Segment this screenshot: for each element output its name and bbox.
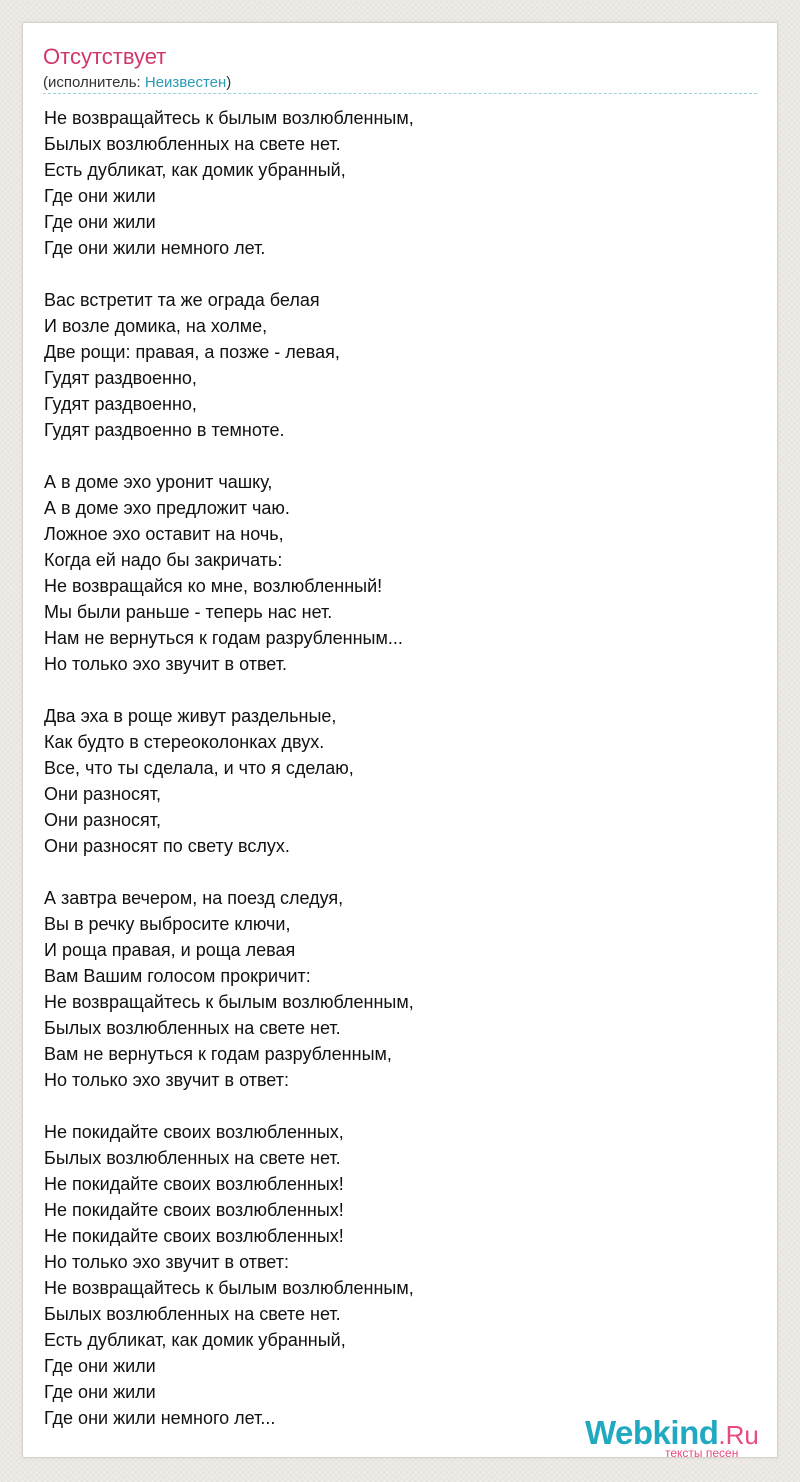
lyric-line: Как будто в стереоколонках двух.	[44, 732, 325, 752]
lyric-line: А в доме эхо предложит чаю.	[44, 498, 290, 518]
lyric-line: Все, что ты сделала, и что я сделаю,	[44, 758, 354, 778]
lyric-line: Есть дубликат, как домик убранный,	[44, 1330, 346, 1350]
lyric-line: Былых возлюбленных на свете нет.	[44, 1304, 341, 1324]
lyric-line: Где они жили	[44, 186, 156, 206]
lyric-line: Гудят раздвоенно,	[44, 368, 197, 388]
lyrics-stanza	[44, 1119, 744, 1431]
lyric-line: А в доме эхо уронит чашку,	[44, 472, 273, 492]
artist-suffix: )	[226, 74, 232, 91]
lyric-line: Гудят раздвоенно в темноте.	[44, 420, 285, 440]
lyric-line: Вам не вернуться к годам разрубленным,	[44, 1044, 392, 1064]
lyric-line: Не покидайте своих возлюбленных!	[44, 1174, 344, 1194]
lyric-line: Былых возлюбленных на свете нет.	[44, 1018, 341, 1038]
lyric-line: Но только эхо звучит в ответ:	[44, 1252, 289, 1272]
logo-tld: .Ru	[718, 1420, 759, 1450]
lyrics-stanza	[44, 703, 744, 859]
lyrics-stanza	[44, 105, 744, 261]
lyric-line: Вас встретит та же ограда белая	[44, 290, 320, 310]
artist-line	[43, 73, 231, 92]
lyric-line: Мы были раньше - теперь нас нет.	[44, 602, 333, 622]
lyric-line: Есть дубликат, как домик убранный,	[44, 160, 346, 180]
lyric-line: Не возвращайся ко мне, возлюбленный!	[44, 576, 383, 596]
lyric-line: А завтра вечером, на поезд следуя,	[44, 888, 344, 908]
lyric-line: Не покидайте своих возлюбленных!	[44, 1226, 344, 1246]
lyric-line: Два эха в роще живут раздельные,	[44, 706, 337, 726]
lyric-line: Нам не вернуться к годам разрубленным...	[44, 628, 403, 648]
lyric-line: Но только эхо звучит в ответ:	[44, 1070, 289, 1090]
lyric-line: Когда ей надо бы закричать:	[44, 550, 283, 570]
lyric-line: Вы в речку выбросите ключи,	[44, 914, 291, 934]
lyric-line: Они разносят по свету вслух.	[44, 836, 290, 856]
lyric-line: Где они жили немного лет.	[44, 238, 266, 258]
site-logo[interactable]	[585, 1415, 777, 1461]
lyric-line: Где они жили	[44, 1382, 156, 1402]
song-title: Отсутствует	[43, 44, 167, 69]
lyric-line: Но только эхо звучит в ответ.	[44, 654, 287, 674]
lyrics-stanza	[44, 885, 744, 1093]
lyrics-stanza	[44, 287, 744, 443]
lyric-line: Былых возлюбленных на свете нет.	[44, 134, 341, 154]
artist-link[interactable]: Неизвестен	[144, 74, 227, 91]
lyric-line: Не возвращайтесь к былым возлюбленным,	[44, 1278, 414, 1298]
lyrics-stanza	[44, 469, 744, 677]
logo-name: Webkind	[585, 1414, 719, 1451]
lyric-line: Былых возлюбленных на свете нет.	[44, 1148, 341, 1168]
lyric-line: Не возвращайтесь к былым возлюбленным,	[44, 108, 414, 128]
artist-prefix: (исполнитель:	[43, 74, 145, 91]
lyric-line: Где они жили	[44, 212, 156, 232]
lyric-line: И возле домика, на холме,	[44, 316, 268, 336]
title-divider	[43, 93, 757, 94]
lyrics-text	[44, 105, 744, 1457]
lyric-line: Не покидайте своих возлюбленных,	[44, 1122, 344, 1142]
lyric-line: Они разносят,	[44, 784, 162, 804]
lyric-line: Ложное эхо оставит на ночь,	[44, 524, 284, 544]
lyric-line: Гудят раздвоенно,	[44, 394, 197, 414]
lyric-line: Вам Вашим голосом прокричит:	[44, 966, 311, 986]
lyric-line: Где они жили немного лет...	[44, 1408, 276, 1428]
lyric-line: Не покидайте своих возлюбленных!	[44, 1200, 344, 1220]
lyric-line: Не возвращайтесь к былым возлюбленным,	[44, 992, 414, 1012]
lyric-line: Две рощи: правая, а позже - левая,	[44, 342, 340, 362]
lyric-line: И роща правая, и роща левая	[44, 940, 296, 960]
logo-tagline: тексты песен	[665, 1446, 739, 1460]
lyric-line: Где они жили	[44, 1356, 156, 1376]
song-card	[22, 22, 778, 1458]
lyric-line: Они разносят,	[44, 810, 162, 830]
